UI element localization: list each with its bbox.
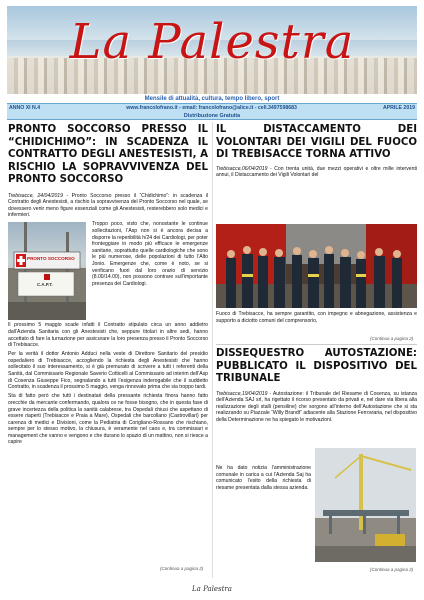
article1-continue-link[interactable]: (Continua a pagina 2) — [160, 566, 204, 571]
article-autostazione — [216, 348, 417, 426]
article3-photo — [315, 448, 416, 562]
article1-paragraph-5: Sta di fatto però che tutti i destinatari della pressante richiesta finora hanno fatto orecchie da mercante confermando, qualora ce ne fosse bisogno, che in questa fase di grave incertezza della politica la sanità calabrese, tra Ospedali chiusi che aspettano di essere riaperti (Trebisacce e Praia a Mare), Ospedali che barcollano (Castrovillari) per carenza di medici e Divisioni, come la Pediatria di Corigliano-Rossano che rischiano, sempre per lo stesso motivo, la chiusura, è veramente nel caos e, tra commissari e management che vanno e vengono e che durano lo spazio di un mattino, non si riesce a capire — [8, 393, 208, 446]
article1-paragraph-2: Troppo poco, visto che, nonostante le continue sollecitazioni, l’Asp non si è ancora decisa a disporre la reperibilità h/24 dei Cardiologi, per poter fronteggiare in modo più efficace le emergenze sanitarie, soprattutto quelle cardiologiche che sono le più numerose, delle popolazioni di tutto l’Alto Jonio. Emergenze che, come è noto, se si verificano fuori dal loro orario di servizio (8.00/14.00), non possono contrare sull’importante presenza dei Cardiologi. — [92, 221, 208, 287]
article2-dateline: Trebisacce,06/04/2019 — [216, 165, 268, 172]
article-pronto-soccorso — [8, 124, 208, 578]
article1-paragraph-4: Per la verità il dottor Antonio Adduci nella veste di Direttore Sanitario del presidio ospedaliero di Trebisacce, accogliendo la richiesta degli Anestesisti che hanno sollecitato il suo interessamento, si è già premurato di scrivere a tutti i referenti della Sanità, dal Commissario Regionale Saverio Cotticelli al Commissario ad interim dell’Asp di Cosenza Giuseppe Fico, segnalando a tutti l’esigenza inderogabile che il suddetto Contratto, in scadenza il prossimo 5 maggio, venga rinnovato prima che sia troppo tardi. — [8, 351, 208, 391]
ambulance-sign-image — [8, 222, 86, 320]
article2-photo — [216, 224, 417, 308]
issue-date: APRILE 2019 — [382, 105, 415, 111]
tagline: Mensile di attualità, cultura, tempo libero, sport — [144, 96, 280, 102]
distribution-bar: Distribuzione Gratuita — [7, 112, 417, 120]
column-divider — [212, 122, 213, 578]
article2-paragraph-2: Fuoco di Trebisacce, ha sempre garantito, con impegno e abnegazione, assistenza e supporto a diciotto comuni del comprensorio, — [216, 311, 417, 324]
section-divider — [216, 344, 417, 345]
article3-continuation — [216, 465, 311, 494]
info-bar — [7, 103, 417, 112]
photo-sign-text: PRONTO SOCCORSO — [27, 256, 75, 262]
page-footer: La Palestra — [192, 585, 232, 593]
article1-dateline: Trebisacce, 24/04/2019 — [8, 192, 63, 199]
article2-continuation — [216, 311, 417, 327]
masthead — [7, 6, 417, 94]
article2-headline: IL DISTACCAMENTO DEI VOLONTARI DEI VIGILI DEL FUOCO DI TREBISACCE TORNA ATTIVO — [216, 124, 417, 160]
article1-photo — [8, 222, 86, 320]
article3-headline: DISSEQUESTRO AUTOSTAZIONE: PUBBLICATO IL DISPOSITIVO DEL TRIBUNALE — [216, 348, 417, 384]
article3-dateline: Trebisacce,19/04/2019 — [216, 390, 268, 397]
article2-continue-link[interactable]: (Continua a pagina 2) — [370, 336, 414, 341]
article3-paragraph-2: Ne ha dato notizia l’amministrazione comunale in carica a cui l’Azienda Saj ha comunicato l’esito della richiesta di riesame presentata dalla stessa azienda. — [216, 465, 311, 491]
contact-info: www.francolofrano.it - email: francolofrano@alice.it - cell.3497598683 — [126, 105, 297, 111]
article1-headline: PRONTO SOCCORSO PRESSO IL “CHIDICHIMO”: IN SCADENZA IL CONTRATTO DEGLI ANESTESISTI, A RISCHIO LA SOPRAVVIVENZA DEL PRONTO SOCCORSO — [8, 124, 208, 185]
newspaper-title: La Palestra — [69, 14, 355, 70]
article3-continue-link[interactable]: (Continua a pagina 2) — [370, 567, 414, 572]
construction-site-image — [315, 448, 416, 562]
article1-paragraph-3: Il prossimo 5 maggio scade infatti il Contratto stipulato circa un anno addietro dall’Azienda Sanitaria con gli Anestesisti che, seppure titolari in altre sedi, hanno accettato di fare la turnazione per assicurare la loro presenza presso il Pronto Soccorso di Trebisacce. — [8, 322, 208, 349]
article1-intro: Trebisacce, 24/04/2019 - Pronto Soccorso presso il “Chidichimo”: in scadenza il Contratto degli Anestesisti, a rischio la sopravvivenza del Pronto Soccorso nel quale, se dovessero venir meno figure essenziali come gli Anestesisti, resterebbero solo medici e infermieri. — [8, 192, 209, 219]
article3-intro: Trebisacce,19/04/2019 - Autostazione: il Tribunale del Riesame di Cosenza, su istanza dell’Azienda SAJ srl, ha rigettato il ricorso presentato da privati e, nel dare via libera alla realizzazione degli stalli (pensiline) che sorgono all’interno dell’Autostazione che si sta realizzando su Piazzale “Willy Brandt” adiacente alla Stazione Ferroviaria, nel dispositivo della Determinazione ne ha spiegato le motivazioni. — [216, 390, 417, 423]
photo-sign-subtext: C.A.P.T. — [37, 282, 53, 288]
article2-intro: Trebisacce,06/04/2019 - Con trenta unità, due mezzi operativi e oltre mille interventi annui, il Distaccamento dei Vigili Volontari del — [216, 165, 417, 179]
firefighters-group-image — [216, 224, 417, 308]
issue-number: ANNO XI N.4 — [9, 105, 41, 111]
